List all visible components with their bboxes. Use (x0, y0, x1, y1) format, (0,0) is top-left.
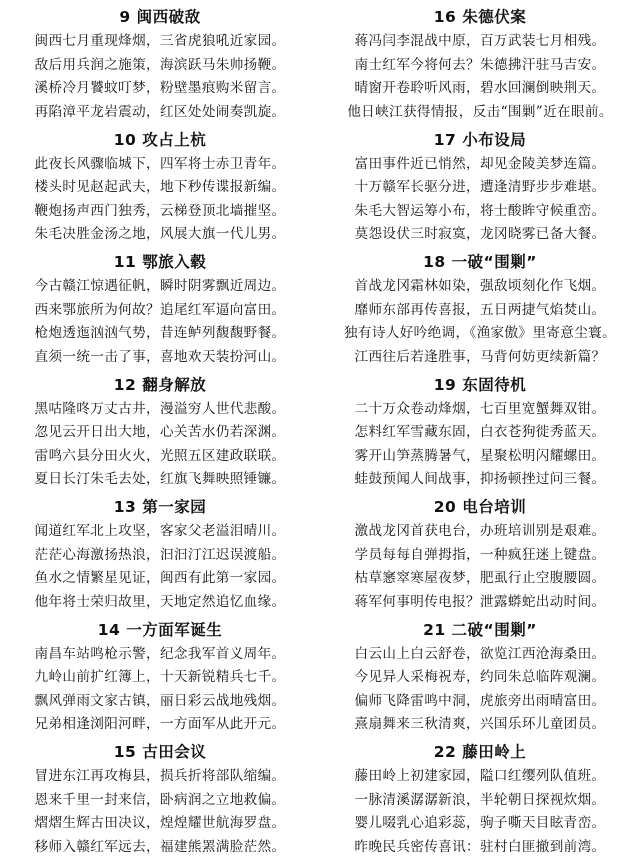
poem-12 (8, 374, 312, 497)
poem-line: 他日峡江获得情报，反击“围剿”近在眼前。 (347, 103, 613, 120)
poem-line: 鱼水之情繁星见证，闽西有此第一家园。 (34, 570, 286, 586)
poem-21 (328, 619, 632, 742)
poem-line: 雷鸣六县分田火火，光照五区建政联联。 (34, 447, 286, 464)
poem-line: 闻道红军北上攻坚，客家父老溢泪晴川。 (34, 523, 286, 539)
poem-line: 忽见云开日出大地，心关苦水仍若深渊。 (34, 424, 286, 440)
poem-line: 楼头时见赵起武夫，地下秒传谍报新编。 (34, 179, 286, 195)
poem-line: 首战龙冈霜林如染，强敌顷刻化作飞烟。 (354, 278, 606, 294)
poem-line: 溪桥冷月饕蚊叮梦，粉壁墨痕购米留言。 (34, 80, 286, 96)
poem-line: 朱毛大智运筹小布，将士酸眸守候重峦。 (354, 202, 606, 219)
poem-line: 鞭炮扬声西门独秀，云梯登顶北墙摧坚。 (34, 202, 286, 219)
poem-line: 一脉清溪潺潺新浪，半轮朝日探视炊烟。 (354, 791, 606, 808)
poem-line: 南昌车站鸣枪示警，纪念我军首义周年。 (34, 645, 286, 662)
poem-line: 西来鄂旅所为何故？追尾红军逼向富田。 (34, 301, 286, 318)
poem-line: 夏日长汀朱毛去处，红旗飞舞映照锤镰。 (34, 471, 286, 487)
poem-line: 兄弟相逢浏阳河畔，一方面军从此开元。 (34, 716, 286, 732)
poem-line: 学员每每自弹拇指，一种疯狂迷上键盘。 (354, 546, 606, 563)
poem-title: 14 一方面军诞生 (97, 620, 223, 639)
poem-line: 九岭山前扩红簿上，十天新锐精兵七千。 (34, 669, 286, 685)
poem-line: 此夜长风骤临城下，四军将士赤卫青年。 (34, 155, 286, 172)
poem-line: 昨晚民兵密传喜讯：驻村白匪撤到前湾。 (354, 838, 606, 855)
poem-line: 靡师东部再传喜报，五日两捷气焰焚山。 (354, 301, 606, 318)
poem-10 (8, 129, 312, 252)
poem-title: 19 东固待机 (433, 375, 527, 394)
poem-13 (8, 496, 312, 619)
poem-line: 南士红军今将何去？朱德拂汗驻马吉安。 (354, 56, 606, 73)
poem-18 (328, 251, 632, 374)
poem-line: 富田事件近已悄然，却见金陵美梦连篇。 (354, 155, 606, 172)
poem-line: 二十万众卷动烽烟，七百里宽蟹舞双钳。 (354, 400, 606, 417)
poem-line: 移师入赣红军远去，福建熊罴满脸茫然。 (34, 838, 286, 855)
poem-title: 22 藤田岭上 (433, 743, 527, 761)
poem-line: 再陷漳平龙岩震动，红区处处闹奏凯旋。 (34, 103, 286, 120)
poem-line: 直须一统一击了事，喜地欢天装扮河山。 (34, 348, 286, 365)
poem-14 (8, 619, 312, 742)
poem-title: 15 古田会议 (113, 743, 207, 761)
poem-title: 11 鄂旅入毂 (113, 253, 207, 271)
left-poem-column (8, 6, 312, 864)
poem-line: 枪炮透迤汹汹气势，昔连鲈列馥馥野餐。 (34, 325, 286, 341)
poem-17 (328, 129, 632, 252)
poem-title: 9 闽西破敌 (119, 8, 201, 26)
poem-line: 十万赣军长驱分进，遭逢清野步步难堪。 (354, 179, 606, 195)
poem-line: 今古赣江惊遇征帆，瞬时阴雾飘近周边。 (34, 278, 286, 294)
poem-line: 飘风弹雨文家古镇，丽日彩云战地残烟。 (34, 692, 286, 709)
poem-line: 莫怨设伏三时寂寞，龙冈晓雾已备大餐。 (354, 226, 606, 242)
poem-line: 他年将士荣归故里，天地定然追忆血缘。 (34, 593, 286, 610)
poem-line: 敌后用兵润之施策，海滨跃马朱帅扬鞭。 (34, 56, 286, 73)
poem-title: 12 翻身解放 (113, 375, 207, 394)
poem-line: 熹扇舞来三秋清爽，兴国乐环儿童团员。 (354, 716, 606, 732)
poem-title: 18 一破“围剿” (423, 253, 537, 271)
poem-line: 激战龙冈首获电台，办班培训别是艰难。 (354, 523, 606, 539)
poem-line: 雾开山笋蒸腾暑气，星聚松明闪耀螺田。 (354, 447, 606, 464)
poem-line: 恩来千里一封来信，卧病润之立地救偏。 (34, 791, 286, 808)
poem-11 (8, 251, 312, 374)
poem-line: 蒋军何事明传电报？泄露蟒蛇出动时间。 (354, 593, 606, 610)
poem-line: 蛙鼓预闻人间战事，抑扬顿挫过问三餐。 (354, 471, 606, 487)
poem-20 (328, 496, 632, 619)
poem-line: 白云山上白云舒卷，欲览江西沧海桑田。 (354, 645, 606, 662)
poem-line: 今见异人采梅祝寿，约同朱总临阵观澜。 (354, 669, 606, 685)
poem-line: 藤田岭上初建家园，隘口红缨列队值班。 (354, 768, 606, 784)
poem-22 (328, 741, 632, 864)
poem-line: 蒋冯闫李混战中原，百万武装七月相残。 (354, 33, 606, 49)
poem-line: 枯草窸窣寒屋夜梦，肥虱行止空腹腰圆。 (354, 570, 606, 586)
poem-title: 10 攻占上杭 (113, 130, 207, 149)
poem-15 (8, 741, 312, 864)
poem-line: 怎料红军雪藏东固，白衣苍狗徙秀蓝天。 (354, 424, 606, 440)
poem-line: 熠熠生辉古田决议，煌煌耀世航海罗盘。 (34, 815, 286, 831)
poem-line: 江西往后若逢胜事，马背何妨更续新篇？ (354, 348, 606, 365)
poem-line: 朱毛决胜金汤之地，风展大旗一代儿男。 (34, 226, 286, 242)
poem-line: 闽西七月重现烽烟，三省虎狼吼近家园。 (34, 33, 286, 49)
poem-title: 16 朱德伏案 (433, 8, 527, 26)
poem-title: 20 电台培训 (433, 498, 527, 516)
poem-line: 黑咕隆咚万丈古井，漫溢穷人世代悲酸。 (34, 400, 286, 417)
poem-title: 13 第一家园 (113, 498, 207, 516)
poem-19 (328, 374, 632, 497)
poem-title: 21 二破“围剿” (423, 620, 537, 639)
poem-line: 独有诗人好吟绝调，《渔家傲》里寄意尘寰。 (343, 325, 617, 341)
poem-line: 冒进东江再攻梅县，损兵折将部队缩编。 (34, 768, 286, 784)
right-poem-column (328, 6, 632, 864)
poem-9 (8, 6, 312, 129)
poem-16 (328, 6, 632, 129)
poem-line: 茫茫心海激扬热浪，汩汩汀江迟误渡船。 (34, 546, 286, 563)
poem-title: 17 小布设局 (433, 130, 527, 149)
poem-line: 晴窗开卷聆听风雨，碧水回澜倒映荆天。 (354, 80, 606, 96)
poem-line: 偏师飞降雷鸣中洞，虎旅旁出雨晴富田。 (354, 692, 606, 709)
poem-line: 婴儿啜乳心追彩蕊，驹子嘶天目眩青峦。 (354, 815, 606, 831)
